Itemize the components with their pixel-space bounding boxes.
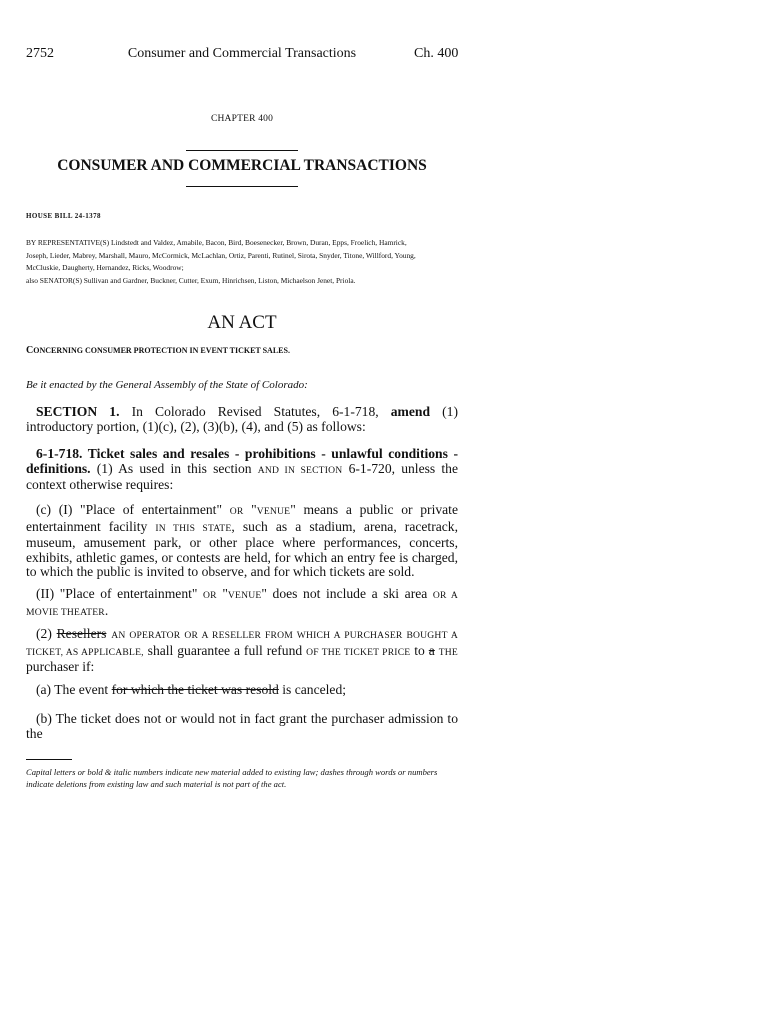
- paragraph-text: (II) "Place of entertainment": [36, 586, 204, 601]
- act-heading: AN ACT: [207, 312, 277, 333]
- section-1: [26, 405, 458, 434]
- inserted-text: IN THIS STATE: [155, 522, 232, 534]
- deleted-text: for which the ticket was resold: [111, 682, 279, 697]
- paragraph-text: ": [216, 586, 228, 601]
- paragraph-1c-ii: [26, 587, 458, 620]
- inserted-text: OR A MOVIE THEATER: [26, 590, 458, 618]
- deleted-text: a: [428, 642, 435, 658]
- inserted-text: OR: [229, 506, 244, 517]
- sponsor-line: Joseph, Lieder, Mabrey, Marshall, Mauro, McCormick, McLachlan, Ortiz, Parenti, Rutinel, Sirota, Snyder, Titone, Willford, Young,: [26, 250, 416, 260]
- concerning-text: ONCERNING CONSUMER PROTECTION IN EVENT TICKET SALES.: [33, 346, 290, 355]
- section-text: (1) introductory portion, (1)(c), (2), (3)(b), (4), and (5) as follows:: [26, 404, 458, 434]
- sponsor-line: also SENATOR(S) Sullivan and Gardner, Buckner, Cutter, Exum, Hinrichsen, Liston, Michaelson Jenet, Priola.: [26, 275, 356, 285]
- paragraph-2b: [26, 712, 458, 741]
- sponsor-line: BY REPRESENTATIVE(S) Lindstedt and Valdez, Amabile, Bacon, Bird, Boesenecker, Brown, Duran, Epps, Froelich, Hamrick,: [26, 238, 407, 247]
- paragraph-1c: [26, 503, 458, 580]
- sponsor-line: McCluskie, Daugherty, Hernandez, Ricks, Woodrow;: [26, 263, 184, 272]
- concerning-clause: [26, 345, 290, 356]
- enacting-clause: Be it enacted by the General Assembly of the State of Colorado:: [26, 379, 308, 391]
- title-rule-top: [186, 150, 298, 151]
- document-title: CONSUMER AND COMMERCIAL TRANSACTIONS: [57, 157, 427, 174]
- paragraph-text: purchaser if:: [26, 659, 95, 674]
- paragraph-2: [26, 627, 458, 675]
- chapter-reference: Ch. 400: [414, 46, 459, 61]
- footnote: Capital letters or bold & italic numbers indicate new material added to existing law; dashes through words or numbers indicate deletions from existing law and such material is not part of the act.: [26, 767, 438, 789]
- paragraph-text: is canceled;: [278, 682, 347, 697]
- inserted-text: VENUE: [256, 506, 291, 517]
- inserted-text: THE: [438, 646, 458, 658]
- paragraph-text: ": [243, 502, 257, 517]
- inserted-text: OR: [203, 590, 217, 601]
- paragraph-text: to: [410, 642, 429, 658]
- statute-text: (1) As used in this section: [90, 460, 258, 476]
- inserted-text: VENUE: [227, 590, 262, 601]
- paragraph-text: , such as a stadium, arena, racetrack, museum, amusement park, or other place where performances, concerts, exhibits, athletic games, or contests are held, for which an entry fee is charged, to which the public is invited to observe, and for which tickets are sold.: [26, 518, 458, 579]
- concerning-initial: C: [26, 345, 34, 356]
- inserted-text: AN OPERATOR OR A RESELLER FROM WHICH A PURCHASER BOUGHT A TICKET, AS APPLICABLE,: [26, 630, 458, 658]
- amend-keyword: amend: [390, 404, 431, 419]
- paragraph-text: " means a public or private entertainment facility: [26, 502, 458, 534]
- running-title: Consumer and Commercial Transactions: [127, 46, 357, 61]
- page-number: 2752: [26, 46, 54, 61]
- statute-heading-paragraph: [26, 447, 458, 493]
- bill-number: HOUSE BILL 24-1378: [26, 212, 101, 220]
- paragraph-text: " does not include a ski area: [261, 586, 433, 601]
- statute-heading: 6-1-718. Ticket sales and resales - prohibitions - unlawful conditions - definitions.: [26, 446, 458, 476]
- paragraph-text: (b) The ticket does not or would not in fact grant the purchaser admission to the: [26, 711, 458, 741]
- paragraph-text: (2): [36, 626, 57, 641]
- paragraph-text: (c) (I) "Place of entertainment": [36, 502, 230, 517]
- statute-text: 6-1-720, unless the context otherwise requires:: [26, 460, 458, 492]
- inserted-text: AND IN SECTION: [257, 464, 343, 476]
- paragraph-text: .: [104, 602, 109, 618]
- section-label: SECTION 1.: [36, 404, 120, 419]
- paragraph-text: shall guarantee a full refund: [143, 642, 307, 658]
- sponsor-list: [26, 237, 466, 287]
- section-text: In Colorado Revised Statutes, 6-1-718,: [119, 404, 391, 419]
- paragraph-2a: [26, 683, 458, 698]
- inserted-text: OF THE TICKET PRICE: [306, 646, 411, 658]
- deleted-text: Resellers: [56, 626, 107, 641]
- title-rule-bottom: [186, 186, 298, 187]
- paragraph-text: (a) The event: [36, 682, 112, 697]
- chapter-label: CHAPTER 400: [210, 114, 274, 124]
- footnote-rule: [26, 759, 72, 760]
